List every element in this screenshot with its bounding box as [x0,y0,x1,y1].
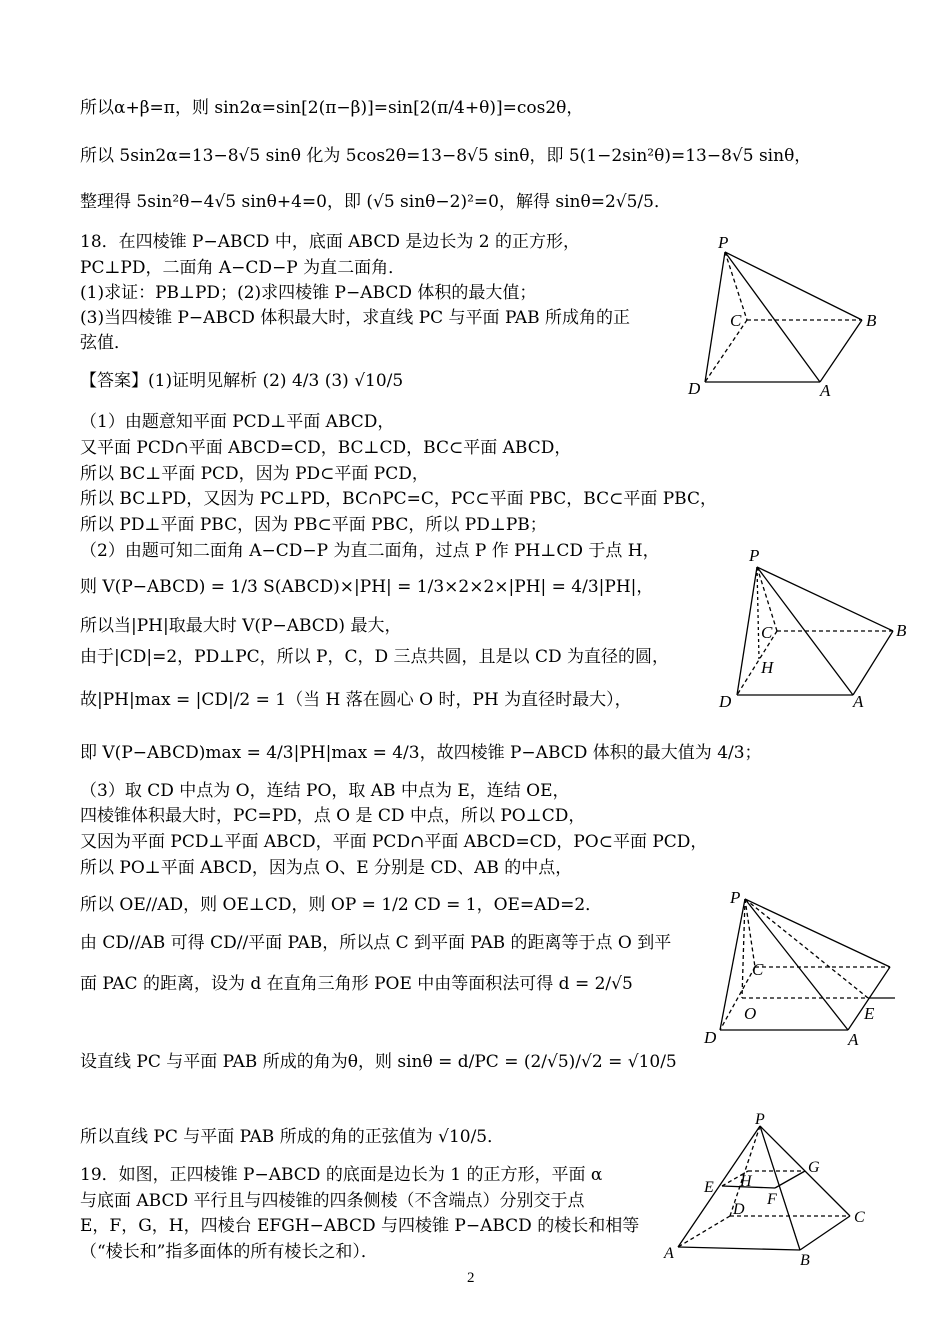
text-line: 设直线 PC 与平面 PAB 所成的角为θ，则 sinθ = d/PC = (2/√5)/√2 = √10/5 [80,1052,677,1072]
text-line: 19．如图，正四棱锥 P−ABCD 的底面是边长为 1 的正方形，平面 α [80,1165,603,1185]
text-line: 18．在四棱锥 P−ABCD 中，底面 ABCD 是边长为 2 的正方形， [80,232,580,252]
label-a: A [820,381,831,400]
text-line: 又平面 PCD∩平面 ABCD=CD，BC⊥CD，BC⊂平面 ABCD， [80,438,572,458]
text-line: （3）取 CD 中点为 O，连结 PO，取 AB 中点为 E，连结 OE， [80,781,570,801]
label-g: G [808,1159,820,1176]
text-line: 故|PH|max = |CD|/2 = 1（当 H 落在圆心 O 时，PH 为直径时最大）， [80,690,632,710]
text-line: 【答案】(1)证明见解析 (2) 4/3 (3) √10/5 [80,371,404,391]
label-e: E [704,1179,714,1196]
text-line: (1)求证：PB⊥PD；(2)求四棱锥 P−ABCD 体积的最大值； [80,283,537,303]
text-line: (3)当四棱锥 P−ABCD 体积最大时，求直线 PC 与平面 PAB 所成角的正 [80,308,631,328]
label-e: E [864,1004,875,1023]
text-line: 则 V(P−ABCD) = 1/3 S(ABCD)×|PH| = 1/3×2×2×|PH| = 4/3|PH|， [80,577,654,597]
text-line: 与底面 ABCD 平行且与四棱锥的四条侧棱（不含端点）分别交于点 [80,1191,585,1211]
text-line: （“棱长和”指多面体的所有棱长之和）． [80,1242,378,1262]
label-p: P [730,888,741,907]
label-b: B [800,1252,810,1269]
text-line: 面 PAC 的距离，设为 d 在直角三角形 POE 中由等面积法可得 d = 2/√5 [80,974,633,994]
text-line: 所以 BC⊥PD，又因为 PC⊥PD，BC∩PC=C，PC⊂平面 PBC，BC⊂平面 PBC， [80,489,718,509]
text-line: 所以 5sin2α=13−8√5 sinθ 化为 5cos2θ=13−8√5 sinθ，即 5(1−2sin²θ)=13−8√5 sinθ， [80,146,812,166]
text-line: 由 CD//AB 可得 CD//平面 PAB，所以点 C 到平面 PAB 的距离等于点 O 到平 [80,933,672,953]
page-number: 2 [467,1270,475,1286]
text-line: 所以 BC⊥平面 PCD，因为 PD⊂平面 PCD， [80,464,429,484]
label-a: A [848,1030,859,1049]
label-h: H [761,658,774,677]
label-h: H [740,1173,752,1190]
label-c: C [752,960,764,979]
label-p: P [718,233,729,252]
label-b: B [896,621,907,640]
label-d: D [719,692,732,710]
text-line: 所以 OE//AD，则 OE⊥CD，则 OP = 1/2 CD = 1，OE=AD=2． [80,895,603,915]
text-line: 所以 PD⊥平面 PBC，因为 PB⊂平面 PBC，所以 PD⊥PB； [80,515,547,535]
label-f: F [767,1191,777,1208]
label-d: D [733,1201,745,1218]
text-line: 四棱锥体积最大时，PC=PD，点 O 是 CD 中点，所以 PO⊥CD， [80,806,586,826]
text-line: 又因为平面 PCD⊥平面 ABCD，平面 PCD∩平面 ABCD=CD，PO⊂平面 PCD， [80,832,708,852]
label-c: C [730,311,742,330]
text-line: 由于|CD|=2，PD⊥PC，所以 P，C，D 三点共圆，且是以 CD 为直径的圆， [80,647,669,667]
text-line: 所以当|PH|取最大时 V(P−ABCD) 最大， [80,616,402,636]
label-p: P [749,546,760,565]
pyramid-figure-1 [680,232,880,402]
label-p: P [755,1112,765,1128]
label-d: D [688,379,701,398]
label-a: A [664,1245,674,1262]
pyramid-figure-2 [715,545,915,710]
text-line: 所以α+β=π，则 sin2α=sin[2(π−β)]=sin[2(π/4+θ)]=cos2θ， [80,98,584,118]
text-line: E，F，G，H，四棱台 EFGH−ABCD 与四棱锥 P−ABCD 的棱长和相等 [80,1216,640,1236]
text-line: 整理得 5sin²θ−4√5 sinθ+4=0，即 (√5 sinθ−2)²=0，解得 sinθ=2√5/5． [80,192,671,212]
pyramid-figure-3 [700,885,910,1050]
label-c: C [854,1209,865,1226]
text-line: 弦值． [80,333,131,353]
text-line: 即 V(P−ABCD)max = 4/3|PH|max = 4/3，故四棱锥 P−ABCD 体积的最大值为 4/3； [80,743,762,763]
label-d: D [704,1028,717,1047]
text-line: PC⊥PD，二面角 A−CD−P 为直二面角． [80,258,406,278]
text-line: （2）由题可知二面角 A−CD−P 为直二面角，过点 P 作 PH⊥CD 于点 H， [80,541,660,561]
text-line: 所以 PO⊥平面 ABCD，因为点 O、E 分别是 CD、AB 的中点， [80,858,573,878]
frustum-figure-4 [660,1112,880,1272]
text-line: （1）由题意知平面 PCD⊥平面 ABCD， [80,412,395,432]
text-line: 所以直线 PC 与平面 PAB 所成的角的正弦值为 √10/5． [80,1127,505,1147]
label-c: C [761,623,773,642]
label-b: B [866,311,877,330]
label-a: A [853,692,864,710]
label-o: O [744,1004,757,1023]
